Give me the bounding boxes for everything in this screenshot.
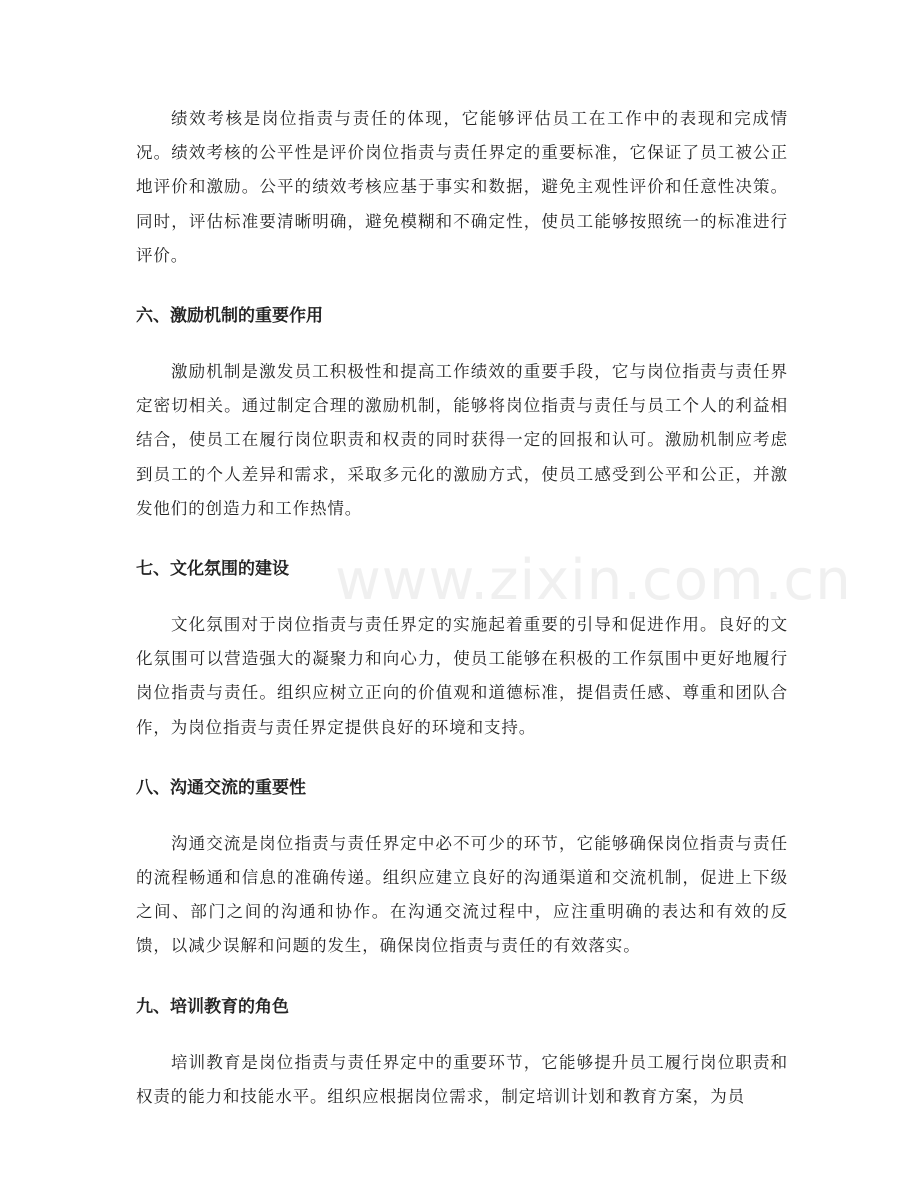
paragraph-culture: 文化氛围对于岗位指责与责任界定的实施起着重要的引导和促进作用。良好的文化氛围可以营造强大的凝聚力和向心力，使员工能够在积极的工作氛围中更好地履行岗位指责与责任。组织应树立正向的价值观和道德标准，提倡责任感、尊重和团队合作，为岗位指责与责任界定提供良好的环境和支持。 bbox=[136, 615, 788, 737]
document-body bbox=[136, 102, 788, 1114]
heading-training: 九、培训教育的角色 bbox=[136, 996, 289, 1017]
watermark: www.zixin.com.cn bbox=[335, 548, 852, 613]
heading-incentive: 六、激励机制的重要作用 bbox=[136, 306, 323, 327]
paragraph-incentive: 激励机制是激发员工积极性和提高工作绩效的重要手段，它与岗位指责与责任界定密切相关。通过制定合理的激励机制，能够将岗位指责与责任与员工个人的利益相结合，使员工在履行岗位职责和权责的同时获得一定的回报和认可。激励机制应考虑到员工的个人差异和需求，采取多元化的激励方式，使员工感受到公平和公正，并激发他们的创造力和工作热情。 bbox=[136, 362, 788, 518]
paragraph-performance: 绩效考核是岗位指责与责任的体现，它能够评估员工在工作中的表现和完成情况。绩效考核的公平性是评价岗位指责与责任界定的重要标准，它保证了员工被公正地评价和激励。公平的绩效考核应基于事实和数据，避免主观性评价和任意性决策。同时，评估标准要清晰明确，避免模糊和不确定性，使员工能够按照统一的标准进行评价。 bbox=[136, 109, 788, 265]
heading-communication: 八、沟通交流的重要性 bbox=[136, 777, 306, 798]
heading-culture: 七、文化氛围的建设 bbox=[136, 559, 289, 580]
paragraph-training: 培训教育是岗位指责与责任界定中的重要环节，它能够提升员工履行岗位职责和权责的能力和技能水平。组织应根据岗位需求，制定培训计划和教育方案，为员 bbox=[136, 1052, 788, 1106]
paragraph-communication: 沟通交流是岗位指责与责任界定中必不可少的环节，它能够确保岗位指责与责任的流程畅通和信息的准确传递。组织应建立良好的沟通渠道和交流机制，促进上下级之间、部门之间的沟通和协作。在沟通交流过程中，应注重明确的表达和有效的反馈，以减少误解和问题的发生，确保岗位指责与责任的有效落实。 bbox=[136, 833, 788, 956]
